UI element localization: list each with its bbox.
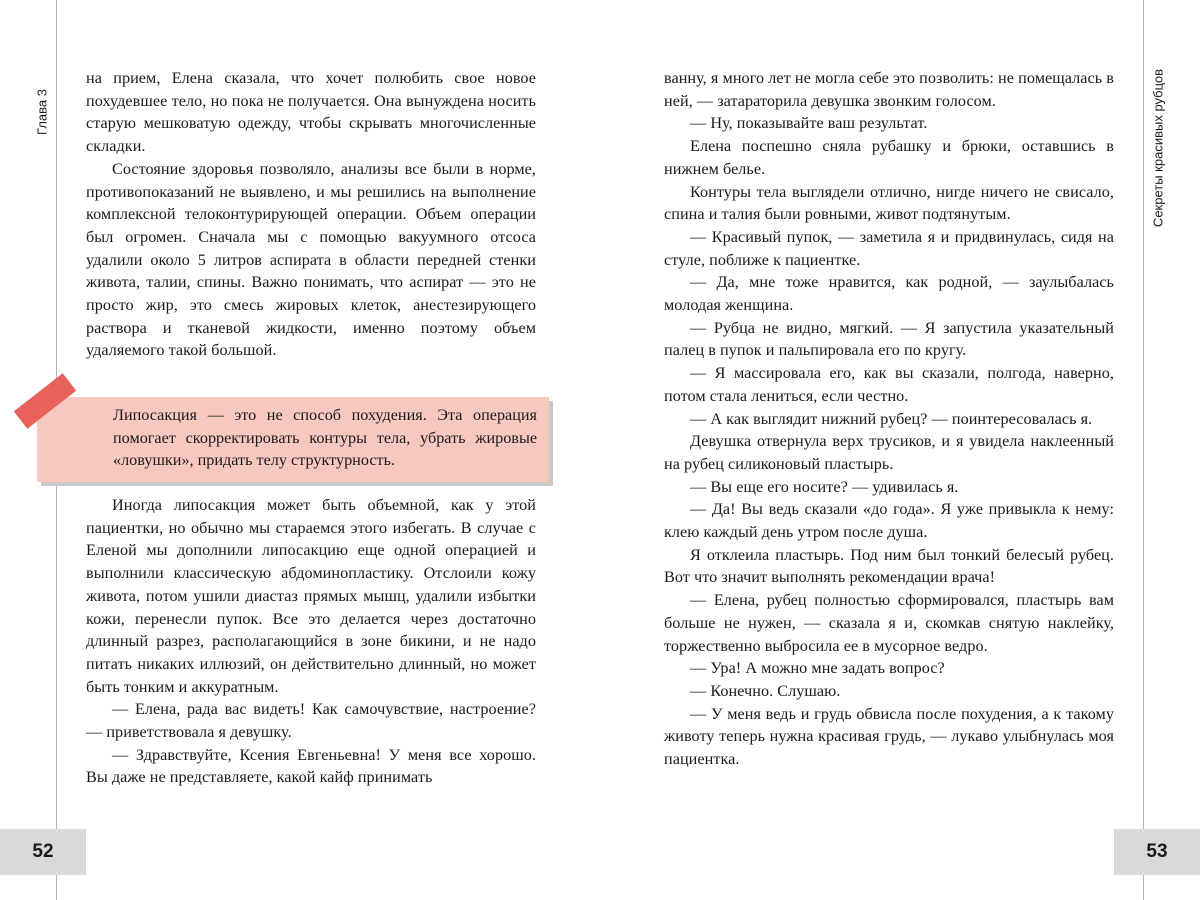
paragraph: — Елена, рада вас видеть! Как самочувствие, настроение? — приветствовала я девушку. bbox=[86, 700, 536, 742]
paragraph: на прием, Елена сказала, что хочет полюбить свое новое похудевшее тело, но пока не получается. Она вынуждена носить старую мешковатую одежду, чтобы скрывать многочисленные складки. bbox=[86, 69, 536, 156]
page-number-right: 53 bbox=[1114, 829, 1200, 875]
paragraph: — Вы еще его носите? — удивилась я. bbox=[690, 477, 959, 496]
paragraph: — Красивый пупок, — заметила я и придвинулась, сидя на стуле, поближе к пациентке. bbox=[664, 227, 1114, 269]
paragraph: — Да! Вы ведь сказали «до года». Я уже привыкла к нему: клею каждый день утром после душа. bbox=[664, 500, 1114, 542]
callout-text: Липосакция — это не способ похудения. Эта операция помогает скорректировать контуры тела, убрать жировые «ловушки», придать телу структурность. bbox=[37, 397, 549, 482]
paragraph: Елена поспешно сняла рубашку и брюки, оставшись в нижнем белье. bbox=[664, 137, 1114, 178]
running-head-title: Секреты красивых рубцов bbox=[1150, 68, 1166, 228]
right-text bbox=[664, 67, 1114, 771]
left-text-bottom bbox=[86, 494, 536, 789]
paragraph: — Ну, показывайте ваш результат. bbox=[690, 114, 928, 133]
paragraph: — Здравствуйте, Ксения Евгеньевна! У меня все хорошо. Вы даже не представляете, какой кайф принимать bbox=[86, 745, 536, 787]
paragraph: Состояние здоровья позволяло, анализы все были в норме, противопоказаний не выявлено, и мы решились на выполнение комплексной телоконтурирующей операции. Объем операции был огромен. Сначала мы с помощью вакуумного отсоса удалили около 5 литров аспирата в области передней стенки живота, талии, спины. Важно понимать, что аспират — это не просто жир, это смесь жировых клеток, анестезирующего раствора и тканевой жидкости, именно поэтому объем удаляемого такой большой. bbox=[86, 159, 536, 360]
left-text-top bbox=[86, 67, 536, 362]
paragraph: — Я массировала его, как вы сказали, полгода, наверно, потом стала лениться, если честно. bbox=[664, 364, 1114, 405]
paragraph: — Да, мне тоже нравится, как родной, — заулыбалась молодая женщина. bbox=[664, 273, 1114, 315]
page-number-left: 52 bbox=[0, 829, 86, 875]
running-head-chapter: Глава 3 bbox=[34, 89, 50, 135]
paragraph: — Ура! А можно мне задать вопрос? bbox=[690, 659, 945, 678]
paragraph: — Елена, рубец полностью сформировался, пластырь вам больше не нужен, — сказала я и, скомкав снятую наклейку, торжественно выбросила ее в мусорное ведро. bbox=[664, 591, 1114, 655]
paragraph: — Конечно. Слушаю. bbox=[690, 681, 841, 700]
paragraph: — У меня ведь и грудь обвисла после похудения, а к такому животу теперь нужна красивая грудь, — лукаво улыбнулась моя пациентка. bbox=[664, 704, 1114, 769]
right-margin-rule bbox=[1143, 0, 1144, 900]
callout-box bbox=[0, 368, 600, 488]
paragraph: — А как выглядит нижний рубец? — поинтересовалась я. bbox=[690, 409, 1093, 428]
paragraph: Иногда липосакция может быть объемной, как у этой пациентки, но обычно мы стараемся этого избегать. В случае с Еленой мы дополнили липосакцию еще одной операцией и выполнили классическую абдоминопластику. Отслоили кожу живота, потом ушили диастаз прямых мышц, удалили избытки кожи, перенесли пупок. Все это делается через достаточно длинный разрез, располагающийся в зоне бикини, и не надо питать никаких иллюзий, он действительно длинный, но может быть тонким и аккуратным. bbox=[86, 496, 536, 696]
paragraph: ванну, я много лет не могла себе это позволить: не помещалась в ней, — затараторила девушка звонким голосом. bbox=[664, 69, 1114, 110]
paragraph: — Рубца не видно, мягкий. — Я запустила указательный палец в пупок и пальпировала его по кругу. bbox=[664, 318, 1114, 360]
paragraph: Девушка отвернула верх трусиков, и я увидела наклеенный на рубец силиконовый пластырь. bbox=[664, 432, 1114, 473]
paragraph: Контуры тела выглядели отлично, нигде ничего не свисало, спина и талия были ровными, живот подтянутым. bbox=[664, 182, 1114, 224]
paragraph: Я отклеила пластырь. Под ним был тонкий белесый рубец. Вот что значит выполнять рекомендации врача! bbox=[664, 545, 1114, 587]
